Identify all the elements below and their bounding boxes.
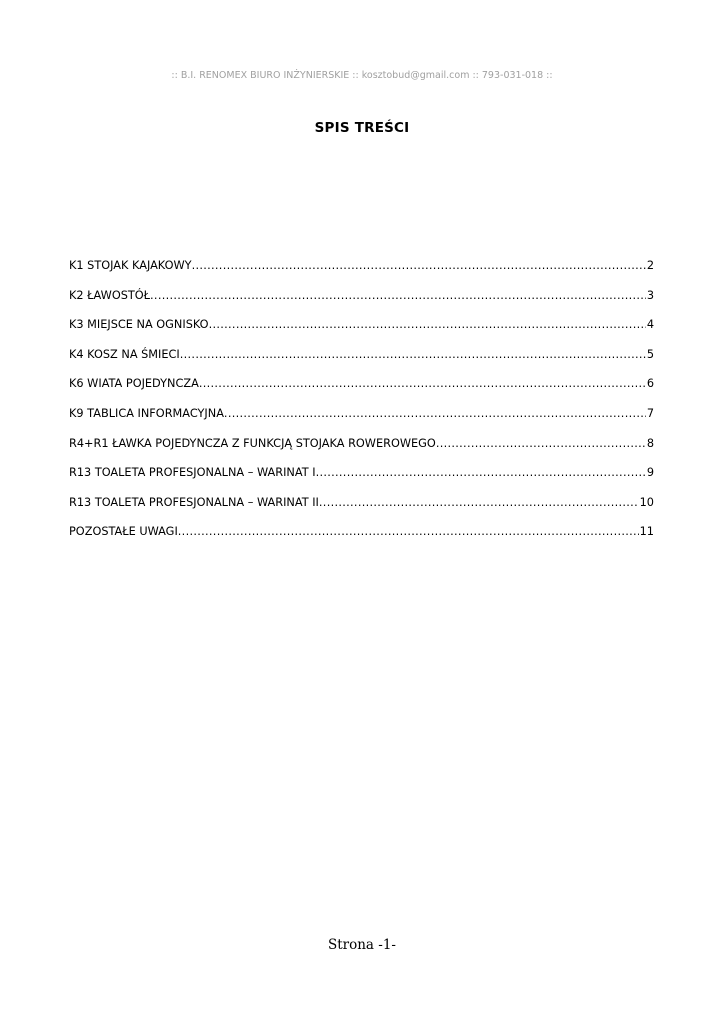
toc-entry-page: 7 — [646, 406, 654, 420]
toc-dot-leader — [319, 493, 639, 513]
toc-entry-page: 9 — [646, 466, 654, 480]
toc-entry-label: R13 TOALETA PROFESJONALNA – WARINAT I — [69, 466, 316, 480]
toc-entry-page: 8 — [646, 436, 654, 450]
toc-entry-page: 6 — [646, 377, 654, 391]
toc-entry[interactable] — [69, 434, 654, 464]
toc-entry-label: K2 ŁAWOSTÓŁ — [69, 288, 151, 302]
toc-entry-label: R13 TOALETA PROFESJONALNA – WARINAT II — [69, 495, 319, 509]
toc-entry-page: 10 — [639, 495, 654, 509]
toc-entry-page: 3 — [646, 288, 654, 302]
toc-dot-leader — [180, 345, 646, 365]
toc-entry-label: POZOSTAŁE UWAGI — [69, 525, 178, 539]
toc-dot-leader — [199, 374, 646, 394]
page-header: :: B.I. RENOMEX BIURO INŻYNIERSKIE :: kosztobud@gmail.com :: 793-031-018 :: — [171, 70, 553, 81]
toc-entry-page: 5 — [646, 347, 654, 361]
toc-dot-leader — [436, 434, 646, 454]
toc-title: SPIS TREŚCI — [314, 120, 410, 136]
toc-entry[interactable] — [69, 463, 654, 493]
toc-entry-label: K6 WIATA POJEDYNCZA — [69, 377, 199, 391]
toc-dot-leader — [316, 463, 646, 483]
toc-dot-leader — [150, 286, 646, 306]
toc-entry-label: R4+R1 ŁAWKA POJEDYNCZA Z FUNKCJĄ STOJAKA ROWEROWEGO — [69, 436, 436, 450]
toc-entry-label: K9 TABLICA INFORMACYJNA — [69, 406, 224, 420]
toc-entry-page: 4 — [646, 318, 654, 332]
toc-dot-leader — [192, 256, 646, 276]
toc-entry[interactable] — [69, 404, 654, 434]
toc-entry[interactable] — [69, 315, 654, 345]
toc-entry-label: K4 KOSZ NA ŚMIECI — [69, 347, 180, 361]
toc-entry[interactable] — [69, 256, 654, 286]
toc-dot-leader — [224, 404, 646, 424]
toc-dot-leader — [178, 522, 639, 542]
toc-entry-label: K1 STOJAK KAJAKOWY — [69, 259, 192, 272]
toc-entry[interactable] — [69, 522, 654, 552]
toc-entry[interactable] — [69, 374, 654, 404]
toc-entry[interactable] — [69, 493, 654, 523]
toc-entry-page: 2 — [646, 259, 654, 272]
toc-dot-leader — [209, 315, 646, 335]
toc-entry[interactable] — [69, 286, 654, 316]
toc-entry-label: K3 MIEJSCE NA OGNISKO — [69, 318, 209, 332]
toc-entry-page: 11 — [639, 525, 654, 539]
table-of-contents — [69, 256, 654, 552]
page-footer: Strona -1- — [327, 937, 396, 953]
toc-entry[interactable] — [69, 345, 654, 375]
